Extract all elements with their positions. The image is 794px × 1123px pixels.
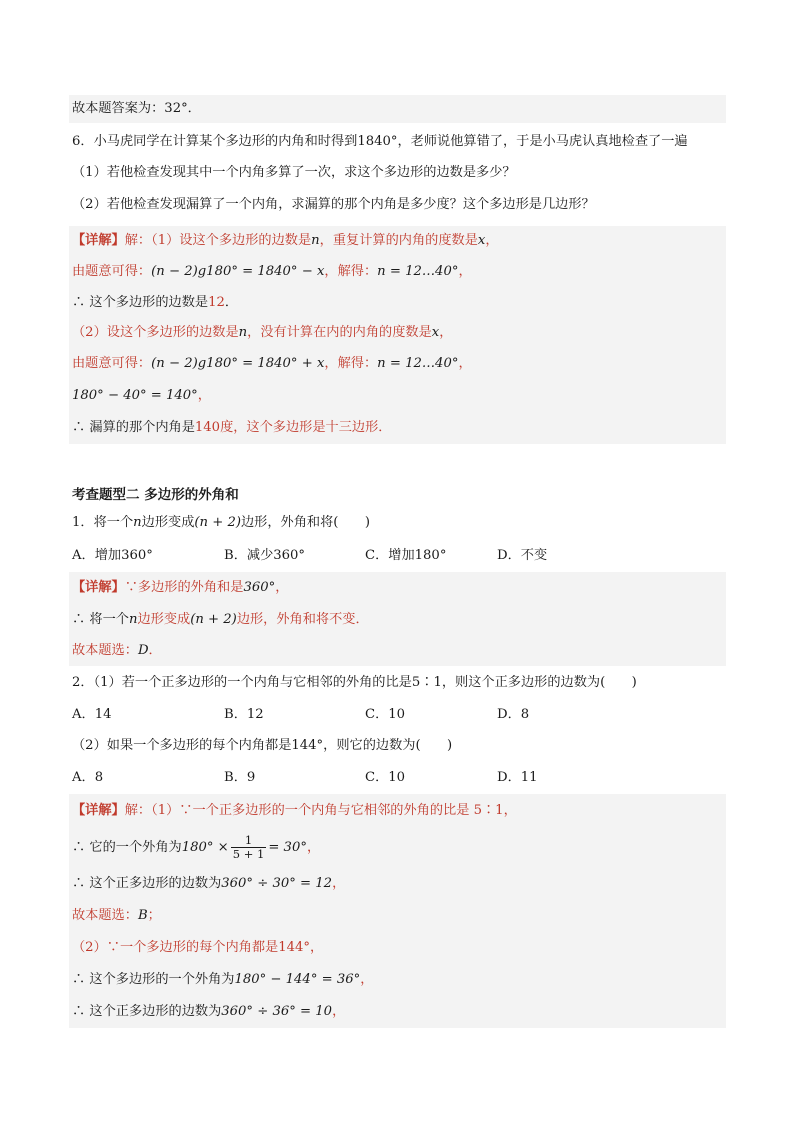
sol-text: ． xyxy=(224,295,239,310)
sol-text: ， xyxy=(275,580,289,595)
p1-option-b[interactable]: B．减少360° xyxy=(224,548,306,563)
equation: 180° × xyxy=(181,840,229,855)
var-n: n xyxy=(133,515,142,530)
p2-solution-line-1 xyxy=(69,794,726,828)
sol-text: ． xyxy=(148,643,162,658)
sol-text: ， xyxy=(458,264,472,279)
sol-text: 边形，外角和将不变． xyxy=(236,612,369,627)
sol-text: ， xyxy=(332,1004,346,1019)
sol-value: B xyxy=(137,908,148,923)
sol-text: ， xyxy=(439,325,453,340)
equation: (n − 2)g180° = 1840° + x xyxy=(151,356,325,371)
equation: 180° − 144° = 36° xyxy=(234,972,361,987)
q6-solution-line-7 xyxy=(69,412,726,444)
sol-text: ∴ 漏算的那个内角是 xyxy=(72,420,195,435)
equation: 180° − 40° = 140° xyxy=(72,388,198,403)
answer-line xyxy=(69,95,726,123)
p2-option-c[interactable]: C．10 xyxy=(365,707,406,722)
sol-text: 解：（1）∵一个正多边形的一个内角与它相邻的外角的比是 5∶1， xyxy=(124,803,517,818)
sol-value: 140 xyxy=(194,420,221,435)
var-n: n xyxy=(311,233,320,248)
stem-text: 边形，外角和将( ) xyxy=(241,515,370,530)
p2b-option-b[interactable]: B．9 xyxy=(224,770,256,785)
p2-solution-line-6 xyxy=(69,964,726,996)
p2b-option-c[interactable]: C．10 xyxy=(365,770,406,785)
sol-text: ∵多边形的外角和是 xyxy=(124,580,244,595)
q6-solution-line-1 xyxy=(69,226,726,256)
q6-solution-line-5 xyxy=(69,348,726,380)
question-6-part1: （1）若他检查发现其中一个内角多算了一次，求这个多边形的边数是多少？ xyxy=(72,165,516,180)
equation: 360° ÷ 30° = 12 xyxy=(221,876,333,891)
sol-value: 360° xyxy=(243,580,276,595)
detail-tag: 【详解】 xyxy=(72,233,125,248)
sol-text: ∴ 将一个 xyxy=(72,612,129,627)
var-n: n xyxy=(128,612,138,627)
p1-option-a[interactable]: A．增加360° xyxy=(72,548,153,563)
sol-text: ∴ 它的一个外角为 xyxy=(72,840,182,855)
fraction-denominator: 5 + 1 xyxy=(232,847,265,861)
equation: n = 12…40° xyxy=(377,356,459,371)
section-heading: 考查题型二 多边形的外角和 xyxy=(72,487,239,503)
p2-solution-line-4 xyxy=(69,900,726,932)
p1-solution-line-1 xyxy=(69,572,726,604)
var-x: x xyxy=(477,233,486,248)
stem-text: 边形变成 xyxy=(141,515,195,530)
sol-text: ∴ 这个正多边形的边数为 xyxy=(72,1004,222,1019)
equation: (n − 2)g180° = 1840° − x xyxy=(151,264,325,279)
p2-option-b[interactable]: B．12 xyxy=(224,707,264,722)
detail-tag: 【详解】 xyxy=(72,803,125,818)
sol-text: 故本题选： xyxy=(72,643,138,658)
p2-option-a[interactable]: A．14 xyxy=(72,707,112,722)
p1-solution-line-3 xyxy=(69,636,726,666)
expr: (n + 2) xyxy=(190,612,237,627)
sol-text: ， xyxy=(197,388,211,403)
sol-text: ， xyxy=(360,972,374,987)
sol-text: ， xyxy=(306,840,321,855)
fraction-numerator: 1 xyxy=(231,834,267,848)
p2b-option-d[interactable]: D．11 xyxy=(497,770,538,785)
sol-text: ，解得： xyxy=(324,356,378,371)
equation: n = 12…40° xyxy=(377,264,459,279)
var-n: n xyxy=(238,325,248,340)
sol-value: 12 xyxy=(208,295,225,310)
sol-text: ； xyxy=(147,908,161,923)
answer-text: 故本题答案为：32°． xyxy=(72,101,201,116)
p2-solution-line-5 xyxy=(69,932,726,964)
expr: (n + 2) xyxy=(194,515,241,530)
q6-solution-line-4 xyxy=(69,318,726,348)
question-6-part2: （2）若他检查发现漏算了一个内角，求漏算的那个内角是多少度？这个多边形是几边形？ xyxy=(72,197,595,212)
var-x: x xyxy=(431,325,440,340)
p2-solution-line-3 xyxy=(69,868,726,900)
p2b-option-a[interactable]: A．8 xyxy=(72,770,104,785)
p1-solution-line-2 xyxy=(69,604,726,636)
q6-solution-line-2 xyxy=(69,256,726,288)
fraction xyxy=(231,834,267,861)
q6-solution-line-3 xyxy=(69,288,726,318)
sol-text: 由题意可得： xyxy=(72,356,152,371)
sol-text: 解：（1）设这个多边形的边数是 xyxy=(124,233,312,248)
p1-option-c[interactable]: C．增加180° xyxy=(365,548,447,563)
sol-text: （2）设这个多边形的边数是 xyxy=(72,325,239,340)
sol-text: ， xyxy=(458,356,472,371)
equation: = 30° xyxy=(268,840,307,855)
stem-text: 1．将一个 xyxy=(72,515,134,530)
p2-solution-line-7 xyxy=(69,996,726,1028)
sol-text: ，解得： xyxy=(324,264,378,279)
sol-text: ∴ 这个多边形的一个外角为 xyxy=(72,972,235,987)
sol-text: ， xyxy=(485,233,499,248)
question-6-stem: 6．小马虎同学在计算某个多边形的内角和时得到1840°，老师说他算错了，于是小马虎认真地检查了一遍 xyxy=(72,134,688,149)
q6-solution-line-6 xyxy=(69,380,726,412)
sol-text: 由题意可得： xyxy=(72,264,152,279)
sol-text: ， xyxy=(332,876,346,891)
detail-tag: 【详解】 xyxy=(72,580,125,595)
sol-text: ，重复计算的内角的度数是 xyxy=(319,233,478,248)
sol-text: 故本题选： xyxy=(72,908,138,923)
p2-solution-line-2 xyxy=(69,828,726,868)
sol-value: D xyxy=(137,643,149,658)
sol-text: 边形变成 xyxy=(137,612,191,627)
problem-2-stem: 2．（1）若一个正多边形的一个内角与它相邻的外角的比是5∶1，则这个正多边形的边数为( ) xyxy=(72,675,637,690)
p2-option-d[interactable]: D．8 xyxy=(497,707,530,722)
sol-text: ∴ 这个正多边形的边数为 xyxy=(72,876,222,891)
problem-2-part2: （2）如果一个多边形的每个内角都是144°，则它的边数为( ) xyxy=(72,738,453,753)
sol-text: ∴ 这个多边形的边数是 xyxy=(72,295,209,310)
equation: 360° ÷ 36° = 10 xyxy=(221,1004,333,1019)
sol-text: ，没有计算在内的内角的度数是 xyxy=(247,325,432,340)
sol-text: 度，这个多边形是十三边形． xyxy=(220,420,392,435)
problem-1-stem xyxy=(72,512,726,534)
sol-text: （2）∵一个多边形的每个内角都是144°， xyxy=(72,940,324,955)
p1-option-d[interactable]: D．不变 xyxy=(497,548,548,563)
